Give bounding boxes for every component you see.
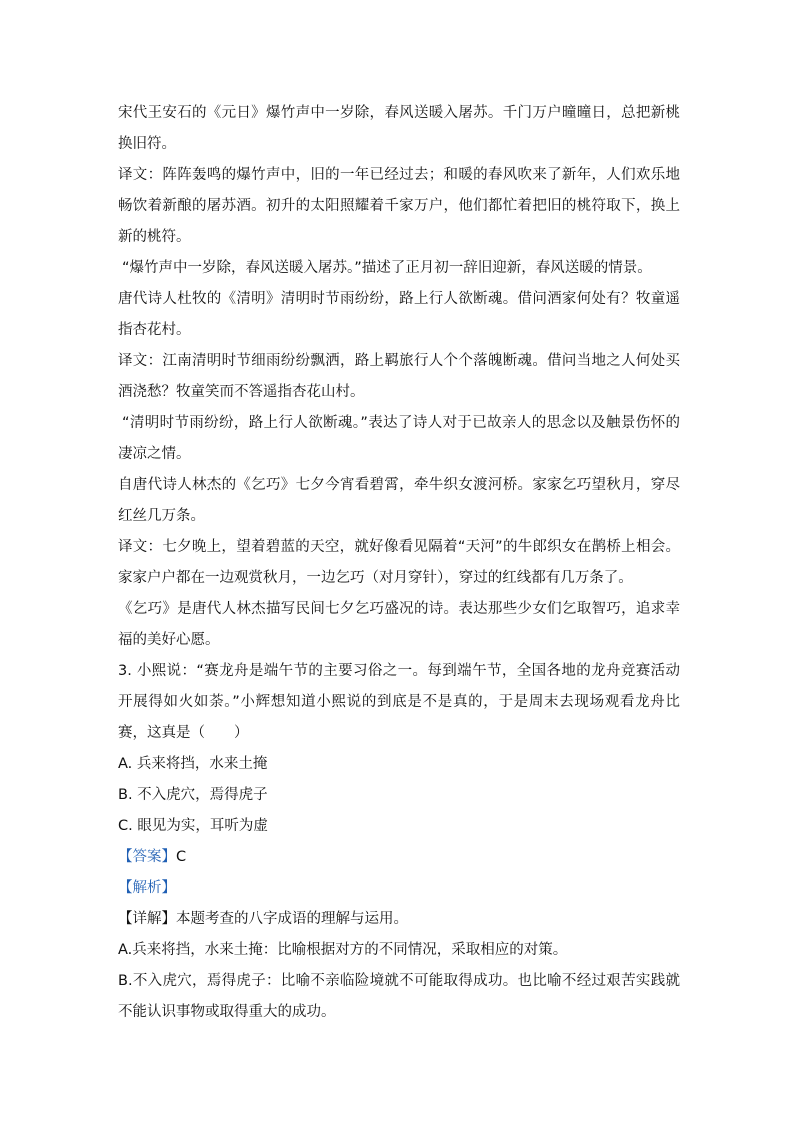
poem-yuanri: 宋代王安石的《元日》爆竹声中一岁除，春风送暖入屠苏。千门万户曈曈日，总把新桃换旧符。	[118, 105, 680, 152]
analysis-tag: 【解析】	[118, 880, 176, 896]
poem-qingming: 唐代诗人杜牧的《清明》清明时节雨纷纷，路上行人欲断魂。借问酒家何处有？牧童遥指杏花村。	[118, 291, 680, 338]
detail-line	[118, 904, 680, 935]
option-c: C. 眼见为实，耳听为虚	[118, 818, 268, 834]
comment-qiqiao: 《乞巧》是唐代人林杰描写民间七夕乞巧盛况的诗。表达那些少女们乞取智巧，追求幸福的美好心愿。	[118, 601, 680, 648]
option-b: B. 不入虎穴，焉得虎子	[118, 787, 268, 803]
translation-qiqiao: 译文：七夕晚上，望着碧蓝的天空，就好像看见隔着“天河”的牛郎织女在鹊桥上相会。家家户户都在一边观赏秋月，一边乞巧（对月穿针），穿过的红线都有几万条了。	[118, 539, 680, 586]
comment-yuanri: “爆竹声中一岁除，春风送暖入屠苏。”描述了正月初一辞旧迎新，春风送暖的情景。	[122, 260, 652, 276]
detail-tag: 【详解】	[118, 911, 176, 927]
question-stem: 3. 小熙说：“赛龙舟是端午节的主要习俗之一。每到端午节，全国各地的龙舟竞赛活动开展得如火如荼。”小辉想知道小熙说的到底是不是真的，于是周末去现场观看龙舟比赛，这真是（ ）	[118, 663, 680, 741]
option-a: A. 兵来将挡，水来土掩	[118, 756, 268, 772]
translation-qingming: 译文：江南清明时节细雨纷纷飘洒，路上羁旅行人个个落魄断魂。借问当地之人何处买酒浇愁？牧童笑而不答遥指杏花山村。	[118, 353, 680, 400]
answer-line	[118, 842, 680, 873]
poem-qiqiao: 自唐代诗人林杰的《乞巧》七夕今宵看碧霄，牵牛织女渡河桥。家家乞巧望秋月，穿尽红丝几万条。	[118, 477, 680, 524]
translation-yuanri: 译文：阵阵轰鸣的爆竹声中，旧的一年已经过去；和暖的春风吹来了新年，人们欢乐地畅饮着新酿的屠苏酒。初升的太阳照耀着千家万户，他们都忙着把旧的桃符取下，换上新的桃符。	[118, 167, 680, 245]
analysis-line	[118, 873, 680, 904]
answer-value: C	[176, 849, 187, 865]
explanation-b: B.不入虎穴，焉得虎子：比喻不亲临险境就不可能取得成功。也比喻不经过艰苦实践就不能认识事物或取得重大的成功。	[118, 973, 680, 1020]
detail-text: 本题考查的八字成语的理解与运用。	[176, 911, 408, 927]
comment-qingming: “清明时节雨纷纷，路上行人欲断魂。”表达了诗人对于已故亲人的思念以及触景伤怀的凄凉之情。	[118, 415, 680, 462]
answer-tag: 【答案】	[118, 849, 176, 865]
explanation-a: A.兵来将挡，水来土掩：比喻根据对方的不同情况，采取相应的对策。	[118, 942, 568, 958]
document-page	[118, 98, 680, 1028]
